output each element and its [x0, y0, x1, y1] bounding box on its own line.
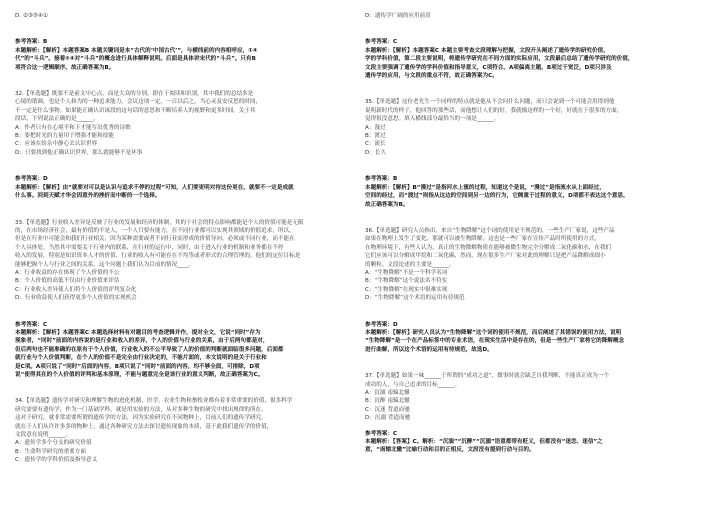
- answer-explanation: 本题解析：【解析】本题答案C 本题选择材料有对题目的考查逻辑并作，提对全文，它说“同时”存为: [15, 329, 261, 336]
- answer-explanation: 说“使得其在的个人价值的评判和基本原理，不能与题意完全是该行业的意义判断，故正确答案为C。: [15, 372, 264, 378]
- answer-explanation: 本题解析：【解析】由“就要对可以是认识与追求不停的过程”可知，人们要更明对待这份更在，就要不一定是成就: [15, 184, 294, 191]
- option-line: B：生命科学研究的重要方面: [15, 448, 86, 455]
- option-line: A：漫过: [365, 124, 386, 131]
- answer-explanation: 就行业与个人价值判断，在个人的价值不是完全由行业决定的，不能片面的，本文说明的是关于行业和: [15, 355, 267, 362]
- question-stem: 35.【单选题】这位老先生一个同样的特点就是他从不会问什么问题，而只会说到一个可能会用得到他: [365, 99, 615, 106]
- answer-explanation: 本题解析：【解析】研究人员认为“生物降解”这个词的使用不规范，而后阐述了其错误的使用方法，说明: [365, 329, 622, 336]
- option-line: C：流长: [365, 141, 386, 148]
- question-stem: 收入的发展，特别是知识资本人才的价值、行业的收入有可能存在不均等或者形式的合理管理的，他们的定位目标是: [15, 253, 301, 260]
- option-line: C：“生物降解”在现实中很难实现: [365, 286, 448, 293]
- option-line: D. ②③⑤④①: [15, 13, 48, 19]
- question-stem: 的颗粒。文段论述的主要是______。: [365, 261, 455, 268]
- answer-heading: 参考答案：D: [15, 176, 48, 183]
- question-stem: 就在于人们从许许多多的物种上，通过各种研究方法去探讨遗传现象的本质，基于此我们遗传学的价值，: [15, 423, 273, 430]
- question-stem: 这对于研究，就非常需要所谓的遗传学的方法，因为实验研究在不同物种上，目前人们的遗传学研究，: [15, 415, 267, 422]
- right-column: [365, 12, 705, 455]
- option-line: B：个人价值的高低不仅由行业价值来评估: [15, 278, 120, 285]
- answer-explanation: 进行曲解，所以这个术语的运用有待规范，故选D。: [365, 346, 493, 353]
- answer-explanation: 但后两句也不能准确的在原有于个人价值，行业收入的不公平导致了人的价值的判断就面临很多问题，后面都: [15, 346, 284, 353]
- option-line: D：遗传学广阔的应用前景: [365, 13, 431, 19]
- answer-explanation: 项符合这一逻辑顺序。故正确答案为B。: [15, 64, 115, 71]
- question-stem: 能够把握个人与行业之间的关系，这个问题上我们认为目前的情况____。: [15, 261, 195, 268]
- option-line: C：沉迷 背道而驰: [365, 406, 410, 413]
- question-stem: 但是在行业中可能会和我们行业相关，因为某种需要或者不同行业而形成的价值导向，必须或不同行业，而不能在: [15, 236, 295, 243]
- answer-heading: 参考答案：B: [15, 39, 48, 46]
- answer-explanation: 现象者，“同时”前面的内容说的是行业和收入的差异，个人的价值与行业的关系，由于后两句都是对，: [15, 338, 269, 345]
- question-stem: 33.【单选题】行业收入差异是反映了行业的发展和经济的体制，其的于社会的特点影响都能是个人的价值可能是无限: [15, 219, 304, 226]
- answer-explanation: 空间的经过，而“渡过”则指从这边的空间到另一边的行为，它侧重于过程的意义，D项都不表达这个意思，: [365, 193, 629, 200]
- answer-explanation: 学的学科价值，第二段主要说明，将遗传学研究在不同方面的实际应用，文段最后总结了遗传学研究的价值，: [365, 56, 634, 63]
- answer-heading: 参考答案：C: [15, 321, 48, 328]
- answer-heading: 参考答案：B: [365, 176, 398, 183]
- question-stem: 成功的人，与自己追求的目标______。: [365, 381, 461, 388]
- question-stem: 不一定是什么事物。如果能正确认识该段的这句话的意思和不断培养人的视野和更多时间，关于其: [15, 107, 256, 114]
- option-line: B：沉醉 南辕北辙: [365, 398, 410, 405]
- answer-explanation: 什么事。回到天赋才华会因意外的挫折而中断的一个选择。: [15, 193, 161, 200]
- answer-explanation: 本题解析：【解析】本题答案C 本题主要考查文段理解与把握，文段开头阐述了遗传学的研究价值，: [365, 47, 609, 54]
- question-stem: 研究需要有遗传学，作为一门基础学科，就是用实验的方法，从对多种生物的研究中找出规律的所在，: [15, 406, 267, 413]
- answer-explanation: 本题解析：【解析】本题答案B 本题关键词是本“古代的‘中国古代’”，与横线前的内容相呼应，①④: [15, 47, 258, 54]
- option-line: D：只要找到他正确认识世界，那么就能够不是坏事: [15, 149, 143, 156]
- answer-explanation: 遗传学的应用，与文段的重点不符，故正确答案为C。: [365, 73, 498, 80]
- option-line: A：遗传学多个分支的研究价值: [15, 440, 92, 447]
- option-line: C：应该在纷杂中静心去认识世界: [15, 141, 98, 148]
- question-stem: 36.【单选题】研究人员指出，来自“生物降解”这个词的使用是不规范的，一些生产厂家说，这些产品: [365, 227, 615, 234]
- option-line: A：作者只有在心境平和下才能写出优秀的诗歌: [15, 124, 131, 131]
- option-line: A：“生物降解”不是一个科学名词: [365, 269, 448, 276]
- answer-heading: 参考答案：C: [365, 39, 398, 46]
- answer-explanation: 故正确答案为B。: [365, 201, 409, 208]
- option-line: D：行业收益使人们获得更多个人价值的实现机会: [15, 295, 137, 302]
- option-line: B：要把时光的力量用于增强才能和技能: [15, 133, 114, 140]
- answer-heading: 参考答案：D: [365, 321, 398, 328]
- question-stem: 段话，下列说法正确的是______。: [15, 116, 99, 123]
- question-stem: 文段意在说明______。: [15, 432, 71, 439]
- answer-heading: 参考答案：C: [365, 430, 398, 437]
- answer-explanation: 本题解析：【答案】C。解析：“沉湎”“沉醉”“沉溺”语意都带有贬义，但都没有“迷恋、迷信”之: [365, 439, 603, 446]
- question-stem: 32.【单选题】既要不是前文中心点，而是大众的分别，即在于阅读和识别。其中我们的总结多是: [15, 91, 254, 98]
- option-line: A：沉湎 南辕北辙: [365, 390, 410, 396]
- answer-explanation: 本题解析：【解析】B“漫过”是指河水上涨的过程，知道这个是说，“漫过”是指流水从上面经过，: [365, 184, 605, 191]
- question-stem: 它们应该可以分解成甲烷和二氧化碳，然而，现在很多生产厂家对此的理解只是把产品降解成细小: [365, 253, 606, 260]
- option-line: B：“生物降解”这个说法名不符实: [365, 278, 448, 285]
- answer-explanation: “生物降解”是一个在产品标签中的专业术语，在现实生活中是存在的，但是一些生产厂家将它的降解概念: [365, 338, 625, 345]
- question-stem: 37.【单选题】如果一味______于所谓的“成功之道”，做事时就会缺乏自我判断，不能真正成为一个: [365, 373, 610, 380]
- question-stem: 觉得很没意思。填入横线部分最恰当的一项是______。: [365, 116, 500, 123]
- option-line: D：沉溺 背道而驰: [365, 415, 411, 422]
- option-line: C：遗传学的学科价值及指导意义: [15, 457, 98, 464]
- answer-explanation: 是C项。A项只说了“同时”后面的内容，B项只说了“同时”前面的内容，均不够全面，可排除，D项: [15, 363, 260, 370]
- question-stem: 的，在市场经济社会，最有价值的不是人，一个人只要有能力，在不同行业都可以实现其领域的价值追求，所以，: [15, 227, 295, 234]
- answer-explanation: 意，“南辕北辙”比喻行动和目的正相反，文段没有提到行动与目的。: [365, 447, 535, 454]
- question-stem: 34.【单选题】遗传学对研究和理解生物的进化机制，医学，农业生物和畜牧业都有着非常重要的价值，很多科学: [15, 398, 293, 405]
- option-line: B：渡过: [365, 133, 386, 140]
- option-line: C：行业收入差异使人们将个人价值的评判复杂化: [15, 286, 137, 293]
- answer-explanation: 文段主要强调了遗传学的学科价值和指导意义，C项符合。A项偏离主题，B项过于宽泛，D项只涉及: [365, 64, 612, 71]
- question-stem: 心境的谐调，也是个人修为的一种追求能力。会议这项一定，一百以后之，当心灵及安反思的时间，: [15, 99, 262, 106]
- option-line: D：长久: [365, 149, 387, 156]
- left-column: [15, 12, 355, 465]
- option-line: D：“生物降解”这个术语的运用有待规范: [365, 295, 465, 302]
- answer-explanation: 代”的“斗兵”。接着⑤④对“斗兵”的概念进行具体解释说明。后面是具体讲宋代的“斗兵”。只有B: [15, 56, 256, 63]
- question-stem: 在物理环境下，有些人认为，真正的生物降解物质在能够被微生物完全分解成二氧化碳和水，在我们: [365, 244, 612, 251]
- question-stem: 说明新时代的样子，他回答的那些话，而他想让人们的好，我就像这样的一个好，好就在于很多的方面，: [365, 107, 623, 114]
- question-stem: 个人具体处，当然其中需要关于行业内的联系，在行业的运行中，同时，由于进入行业的机制和业务都在不停: [15, 244, 284, 251]
- option-line: A：行业收益的存在体现了个人价值的不公: [15, 269, 120, 276]
- question-stem: 如果在物理上发生了变化，那就可以被生物降解，这也是一些厂家在宣传产品时所使用的方式，: [365, 236, 600, 243]
